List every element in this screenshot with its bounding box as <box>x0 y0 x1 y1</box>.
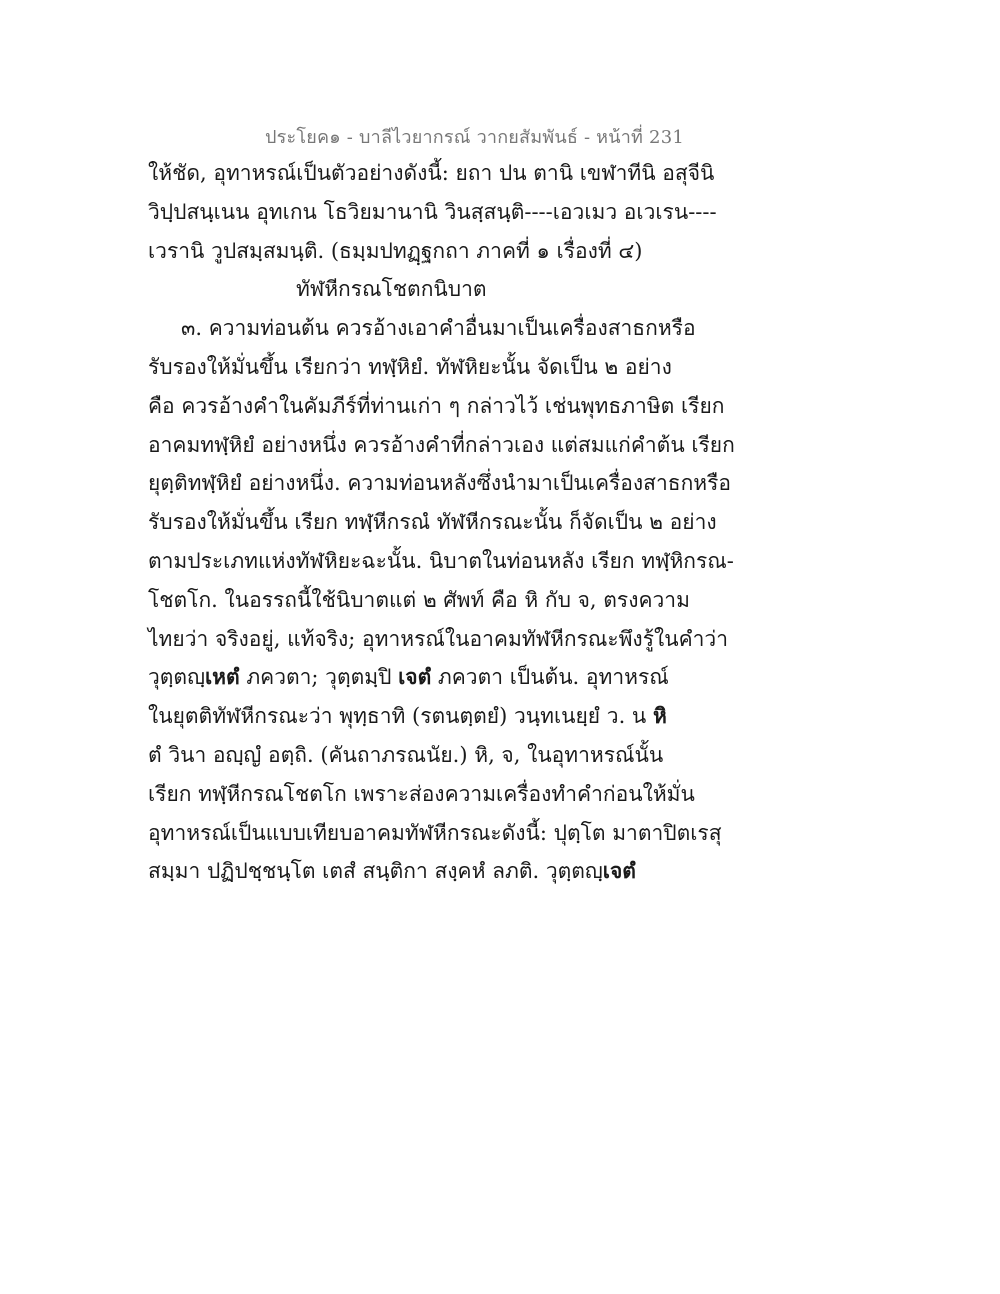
text-line <box>148 775 708 814</box>
text-segment: ตามประเภทแห่งทัฬหิยะฉะนั้น. นิบาตในท่อนหลัง เรียก ทฬฺหิกรณ- <box>148 548 734 573</box>
text-line <box>148 193 717 232</box>
text-segment: ภควตา เป็นต้น. อุทาหรณ์ <box>431 665 669 690</box>
text-segment: ในยุตติทัฬหีกรณะว่า พุทฺธาทิ (รตนตฺตยํ) วนฺทเนยฺยํ ว. น <box>148 704 653 729</box>
section-heading <box>148 270 708 309</box>
text-line <box>148 620 729 659</box>
text-line <box>148 387 725 426</box>
bold-word: เจตํ <box>602 858 636 884</box>
text-line <box>148 426 735 465</box>
bold-word: เหตํ <box>204 664 240 690</box>
text-segment: ไทยว่า จริงอยู่, แท้จริง; อุทาหรณ์ในอาคมทัฬหีกรณะพึงรู้ในคำว่า <box>148 626 729 651</box>
text-line <box>148 154 715 193</box>
text-segment: เวรานิ วูปสมฺสมนฺติ. (ธมฺมปทฏฺฐกถา ภาคที่ ๑ เรื่องที่ ๔) <box>148 238 643 263</box>
text-line <box>148 814 722 853</box>
text-segment: เรียก ทฬฺหีกรณโชตโก เพราะส่องความเครื่องทำคำก่อนให้มั่น <box>148 781 695 806</box>
text-line <box>148 232 708 271</box>
text-segment: คือ ควรอ้างคำในคัมภีร์ที่ท่านเก่า ๆ กล่าวไว้ เช่นพุทธภาษิต เรียก <box>148 393 725 418</box>
text-segment: รับรองให้มั่นขึ้น เรียก ทฬฺหีกรณํ ทัฬหีกรณะนั้น ก็จัดเป็น ๒ อย่าง <box>148 510 717 535</box>
text-segment: สมฺมา ปฏิปชฺชนฺโต เตสํ สนฺติกา สงฺคหํ ลภติ. วุตฺตญฺ <box>148 859 603 884</box>
text-line <box>148 309 708 348</box>
text-line <box>148 542 734 581</box>
text-segment: อุทาหรณ์เป็นแบบเทียบอาคมทัฬหีกรณะดังนี้: ปุตฺโต มาตาปิตเรสุ <box>148 820 722 845</box>
text-line <box>148 736 708 775</box>
bold-word: เจตํ <box>398 664 432 690</box>
text-segment: ทัฬหีกรณโชตกนิบาต <box>296 277 487 302</box>
body-text <box>148 154 735 891</box>
text-segment: ให้ชัด, อุทาหรณ์เป็นตัวอย่างดังนี้: ยถา ปน ตานิ เขฬาทีนิ อสุจีนิ <box>148 161 715 185</box>
text-line <box>148 581 708 620</box>
text-line <box>148 464 732 503</box>
text-segment: วิปฺปสนฺเนน อุทเกน โธวิยมานานิ วินสฺสนฺติ----เอวเมว อเวเรน---- <box>148 199 717 224</box>
text-segment: ตํ วินา อญฺญํ อตฺถิ. (คันถาภรณนัย.) หิ, จ, ในอุทาหรณ์นั้น <box>148 742 664 767</box>
text-segment: วุตฺตญฺ <box>148 665 205 690</box>
bold-word: หิ <box>652 703 667 729</box>
text-line <box>148 348 708 387</box>
text-segment: ภควตา; วุตฺตมฺปิ <box>239 665 399 690</box>
text-line <box>148 503 717 542</box>
text-line <box>148 697 708 736</box>
text-segment: โชตโก. ในอรรถนี้ใช้นิบาตแต่ ๒ ศัพท์ คือ หิ กับ จ, ตรงความ <box>148 587 690 612</box>
page-header: ประโยค๑ - บาลีไวยากรณ์ วากยสัมพันธ์ - หน้าที่ 231 <box>265 127 684 148</box>
text-segment: อาคมทฬฺหิยํ อย่างหนึ่ง ควรอ้างคำที่กล่าวเอง แต่สมแก่คำต้น เรียก <box>148 432 735 457</box>
text-line <box>148 658 708 697</box>
text-segment: รับรองให้มั่นขึ้น เรียกว่า ทฬฺหิยํ. ทัฬหิยะนั้น จัดเป็น ๒ อย่าง <box>148 354 672 379</box>
text-line <box>148 852 708 891</box>
text-segment: ๓. ความท่อนต้น ควรอ้างเอาคำอื่นมาเป็นเครื่องสาธกหรือ <box>181 316 696 341</box>
text-segment: ยุตฺติทฬฺหิยํ อย่างหนึ่ง. ความท่อนหลังซึ่งนำมาเป็นเครื่องสาธกหรือ <box>148 471 732 496</box>
